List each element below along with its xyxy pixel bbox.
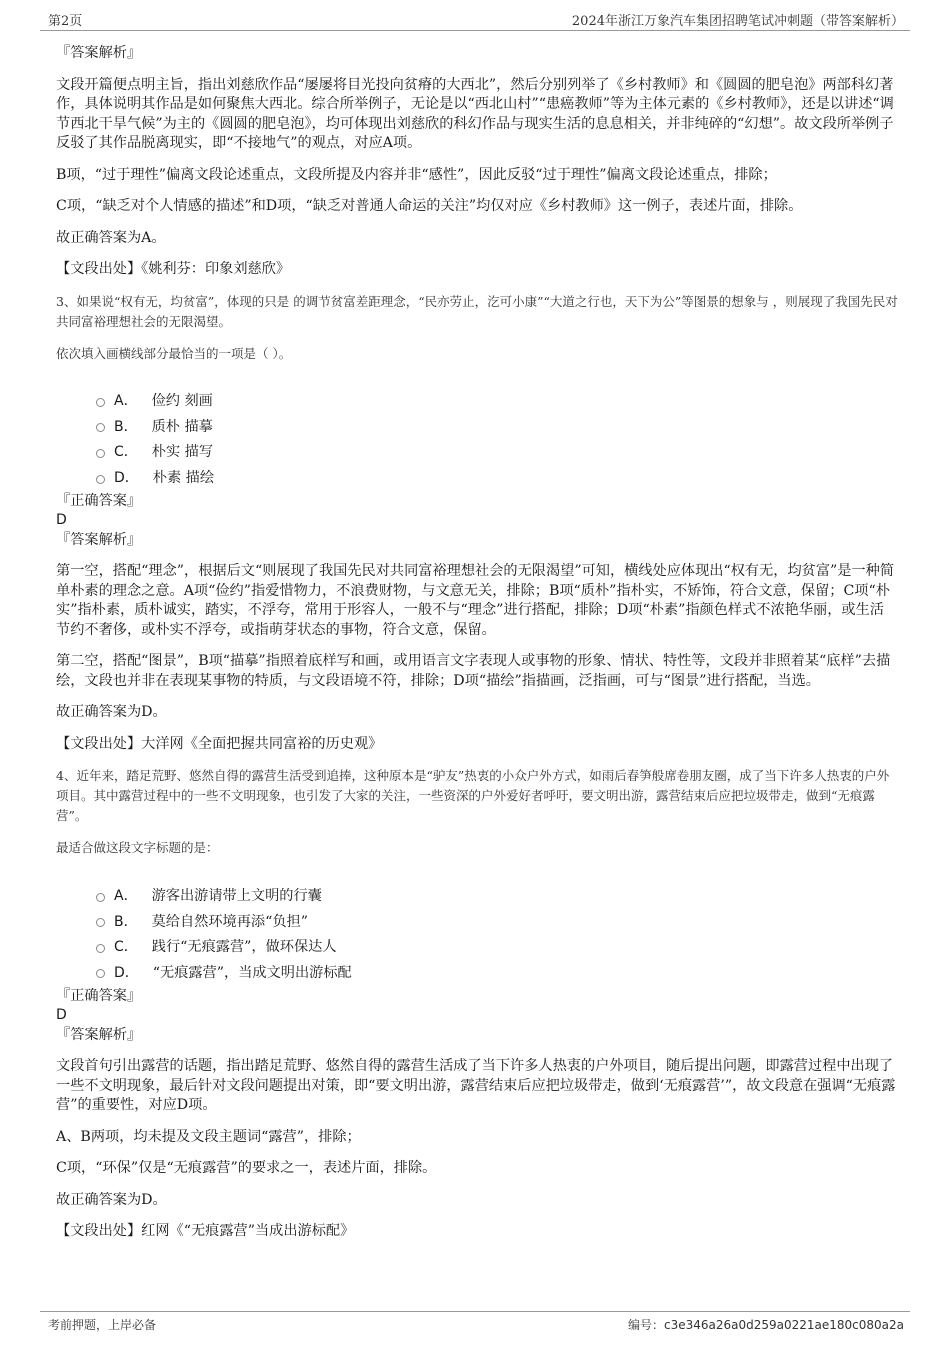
analysis-paragraph: 第二空，搭配“图景”，B项“描摹”指照着底样写和画，或用语言文字表现人或事物的形象、情状、特性等，文段并非照着某“底样”去描绘，文段也并非在表现某事物的特质，与文段语境不符，排除；D项“描绘”指描画，泛指画，可与“图景”进行搭配，当选。 [56, 653, 891, 689]
question-prompt: 最适合做这段文字标题的是： [56, 840, 219, 856]
options-list [96, 388, 898, 490]
analysis-heading: 『答案解析』 [56, 1026, 142, 1043]
radio-icon[interactable] [96, 398, 105, 407]
question-stem: 3、如果说“权有无，均贫富”，体现的只是 的调节贫富差距理念，“民亦劳止，汔可小康”“大道之行也，天下为公”等图景的想象与 ，则展现了我国先民对共同富裕理想社会的无限渴望。 [56, 293, 898, 329]
footer-code-label: 编号： [627, 1318, 664, 1332]
analysis-conclusion: 故正确答案为A。 [56, 229, 166, 246]
page-number: 第2页 [48, 14, 83, 29]
footer-slogan: 考前押题，上岸必备 [48, 1318, 157, 1332]
radio-icon[interactable] [96, 475, 105, 484]
radio-icon[interactable] [96, 969, 105, 978]
correct-answer-heading: 『正确答案』 [56, 492, 142, 509]
option-b[interactable]: B． 莫给自然环境再添“负担” [96, 908, 898, 934]
source-citation: 【文段出处】《姚利芬：印象刘慈欣》 [56, 261, 291, 277]
option-a[interactable]: A． 俭约 刻画 [96, 388, 898, 414]
radio-icon[interactable] [96, 423, 105, 432]
option-c[interactable]: C． 践行“无痕露营”，做环保达人 [96, 934, 898, 960]
options-list [96, 882, 898, 984]
analysis-paragraph: 文段开篇便点明主旨，指出刘慈欣作品“屡屡将目光投向贫瘠的大西北”，然后分别列举了《乡村教师》和《圆圆的肥皂泡》两部科幻著作，具体说明其作品是如何聚焦大西北。综合所举例子，无论是以“西北山村”“患癌教师”等为主体元素的《乡村教师》，还是以讲述“调节西北干旱气候”为主的《圆圆的肥皂泡》，均可体现出刘慈欣的科幻作品与现实生活的息息相关，并非纯碎的“幻想”。故文段所举例子反驳了其作品脱离现实，即“不接地气”的观点，对应A项。 [56, 76, 894, 151]
option-c[interactable]: C． 朴实 描写 [96, 439, 898, 465]
source-citation: 【文段出处】红网《“无痕露营”当成出游标配》 [56, 1223, 355, 1240]
analysis-conclusion: 故正确答案为D。 [56, 704, 167, 721]
source-citation: 【文段出处】大洋网《全面把握共同富裕的历史观》 [56, 735, 383, 752]
correct-answer: D [56, 512, 67, 529]
analysis-heading: 『答案解析』 [56, 531, 142, 548]
option-b[interactable]: B． 质朴 描摹 [96, 413, 898, 439]
footer-code-value: c3e346a26a0d259a0221ae180c080a2a [663, 1318, 904, 1332]
question-stem: 4、近年来，踏足荒野、悠然自得的露营生活受到追捧，这种原本是“驴友”热衷的小众户外方式，如雨后春笋般席卷朋友圈，成了当下许多人热衷的户外项目。其中露营过程中的一些不文明现象，也引发了大家的关注，一些资深的户外爱好者呼吁，要文明出游，露营结束后应把垃圾带走，做到“无痕露营”。 [56, 768, 890, 824]
analysis-heading: 『答案解析』 [56, 45, 142, 61]
option-d[interactable]: D． 朴素 描绘 [96, 464, 898, 490]
footer-code [628, 1316, 904, 1333]
analysis-conclusion: 故正确答案为D。 [56, 1191, 167, 1208]
analysis-paragraph: 文段首句引出露营的话题，指出踏足荒野、悠然自得的露营生活成了当下许多人热衷的户外项目，随后提出问题，即露营过程中出现了一些不文明现象，最后针对文段问题提出对策，即“要文明出游，露营结束后应把垃圾带走，做到‘无痕露营’”，故文段意在强调“无痕露营”的重要性，对应D项。 [56, 1058, 896, 1114]
radio-icon[interactable] [96, 944, 105, 953]
analysis-paragraph: C项，“缺乏对个人情感的描述”和D项，“缺乏对普通人命运的关注”均仅对应《乡村教师》这一例子，表述片面，排除。 [56, 198, 803, 214]
radio-icon[interactable] [96, 918, 105, 927]
header-divider [40, 30, 910, 31]
document-title: 2024年浙江万象汽车集团招聘笔试冲刺题（带答案解析） [571, 14, 904, 29]
radio-icon[interactable] [96, 449, 105, 458]
correct-answer-heading: 『正确答案』 [56, 987, 142, 1004]
analysis-paragraph: B项，“过于理性”偏离文段论述重点，文段所提及内容并非“感性”，因此反驳“过于理性”偏离文段论述重点，排除； [56, 166, 777, 183]
analysis-paragraph: 第一空，搭配“理念”，根据后文“则展现了我国先民对共同富裕理想社会的无限渴望”可知，横线处应体现出“权有无，均贫富”是一种简单朴素的理念之意。A项“俭约”指爱惜物力，不浪费财物，与文意无关，排除；B项“质朴”指朴实，不矫饰，符合文意，保留；C项“朴实”指朴素，质朴诚实，踏实，不浮夸，常用于形容人，一般不与“理念”进行搭配，排除；D项“朴素”指颜色样式不浓艳华丽，或生活节约不奢侈，或朴实不浮夸，或指萌芽状态的事物，符合文意，保留。 [56, 563, 895, 638]
analysis-paragraph: A、B两项，均未提及文段主题词“露营”，排除； [56, 1128, 361, 1145]
page-content [56, 44, 898, 1242]
question-prompt: 依次填入画横线部分最恰当的一项是（ ）。 [56, 345, 292, 361]
footer-divider [40, 1311, 910, 1312]
radio-icon[interactable] [96, 893, 105, 902]
option-d[interactable]: D． “无痕露营”，当成文明出游标配 [96, 959, 898, 985]
correct-answer: D [56, 1007, 67, 1024]
option-a[interactable]: A． 游客出游请带上文明的行囊 [96, 882, 898, 908]
analysis-paragraph: C项，“环保”仅是“无痕露营”的要求之一，表述片面，排除。 [56, 1160, 437, 1177]
